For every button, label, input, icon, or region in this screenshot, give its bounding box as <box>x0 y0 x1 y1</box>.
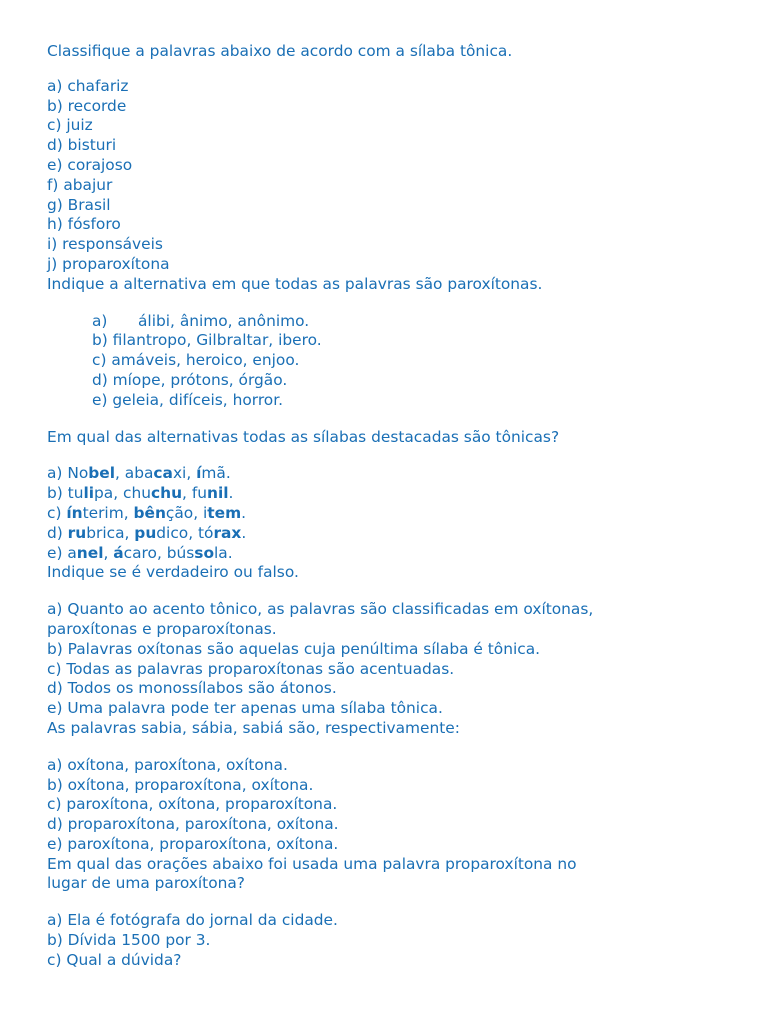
question-2 <box>47 275 728 411</box>
q2-option-label: a) <box>92 311 108 330</box>
highlighted-syllable: chu <box>151 484 183 503</box>
q4-option: e) Uma palavra pode ter apenas uma sílaba tônica. <box>47 699 443 718</box>
q5-option: a) oxítona, paroxítona, oxítona. <box>47 755 288 774</box>
option-text: , <box>103 543 114 562</box>
option-text: a) No <box>47 464 89 483</box>
q2-option: d) míope, prótons, órgão. <box>92 370 288 389</box>
q4-option: c) Todas as palavras proparoxítonas são acentuadas. <box>47 659 455 678</box>
highlighted-syllable: ru <box>67 523 87 542</box>
q1-item: d) bisturi <box>47 136 117 155</box>
q1-item: c) juiz <box>47 116 93 135</box>
question-6-title-continued: lugar de uma paroxítona? <box>47 874 245 893</box>
option-text: terim, <box>82 503 134 522</box>
option-text: la. <box>214 543 233 562</box>
option-text: xi, <box>172 464 197 483</box>
highlighted-syllable: í <box>196 464 202 483</box>
q5-option: e) paroxítona, proparoxítona, oxítona. <box>47 834 339 853</box>
highlighted-syllable: nil <box>207 484 229 503</box>
option-text: e) a <box>47 543 77 562</box>
q1-item: a) chafariz <box>47 76 129 95</box>
highlighted-syllable: li <box>83 484 95 503</box>
option-text: . <box>241 503 247 522</box>
question-1-title: Classifique a palavras abaixo de acordo com a sílaba tônica. <box>47 42 513 60</box>
highlighted-syllable: bên <box>133 503 166 522</box>
q1-item: e) corajoso <box>47 155 133 174</box>
option-text: . <box>241 523 247 542</box>
option-text: dico, tó <box>156 523 214 542</box>
option-text: pa, chu <box>94 484 151 503</box>
option-text: , aba <box>115 464 154 483</box>
question-5 <box>47 719 728 855</box>
q2-option: b) filantropo, Gilbraltar, ibero. <box>92 331 322 350</box>
highlighted-syllable: rax <box>213 523 242 542</box>
q6-option: a) Ela é fotógrafa do jornal da cidade. <box>47 911 338 930</box>
q1-item: b) recorde <box>47 96 127 115</box>
highlighted-syllable: ca <box>153 464 173 483</box>
option-text: . <box>228 484 234 503</box>
q3-option <box>47 504 728 524</box>
q6-option: b) Dívida 1500 por 3. <box>47 931 211 950</box>
q5-option: d) proparoxítona, paroxítona, oxítona. <box>47 815 339 834</box>
q5-option: b) oxítona, proparoxítona, oxítona. <box>47 775 314 794</box>
question-5-title: As palavras sabia, sábia, sabiá são, respectivamente: <box>47 718 460 737</box>
highlighted-syllable: tem <box>207 503 242 522</box>
question-6-title: Em qual das orações abaixo foi usada uma palavra proparoxítona no <box>47 854 577 873</box>
question-3-title: Em qual das alternativas todas as sílabas destacadas são tônicas? <box>47 427 560 446</box>
option-text: b) tu <box>47 484 84 503</box>
q4-option: d) Todos os monossílabos são átonos. <box>47 679 337 698</box>
q2-options <box>47 312 728 411</box>
question-4-title: Indique se é verdadeiro ou falso. <box>47 563 299 582</box>
q2-option: e) geleia, difíceis, horror. <box>92 390 284 409</box>
option-text: brica, <box>86 523 135 542</box>
q3-options <box>47 464 728 563</box>
question-6 <box>47 855 728 971</box>
q1-item: f) abajur <box>47 175 113 194</box>
option-text: caro, bús <box>123 543 195 562</box>
q6-option: c) Qual a dúvida? <box>47 950 182 969</box>
q4-option-continued: paroxítonas e proparoxítonas. <box>47 619 277 638</box>
q1-item: j) proparoxítona <box>47 254 170 273</box>
highlighted-syllable: bel <box>88 464 115 483</box>
option-text: d) <box>47 523 68 542</box>
q4-option: a) Quanto ao acento tônico, as palavras são classificadas em oxítonas, <box>47 600 594 619</box>
highlighted-syllable: á <box>113 543 124 562</box>
option-text: ção, i <box>165 503 208 522</box>
q2-option <box>92 312 728 332</box>
highlighted-syllable: nel <box>76 543 104 562</box>
q3-option <box>47 464 728 484</box>
highlighted-syllable: so <box>194 543 215 562</box>
q5-option: c) paroxítona, oxítona, proparoxítona. <box>47 795 338 814</box>
q4-option: b) Palavras oxítonas são aquelas cuja penúltima sílaba é tônica. <box>47 639 541 658</box>
option-text: c) <box>47 503 67 522</box>
question-3 <box>47 428 728 564</box>
question-2-title: Indique a alternativa em que todas as palavras são paroxítonas. <box>47 274 543 293</box>
q1-item: h) fósforo <box>47 215 121 234</box>
q3-option <box>47 544 728 564</box>
highlighted-syllable: ín <box>66 503 83 522</box>
option-text: mã. <box>201 464 231 483</box>
q1-item: g) Brasil <box>47 195 111 214</box>
q2-option: c) amáveis, heroico, enjoo. <box>92 351 300 370</box>
q3-option <box>47 484 728 504</box>
q1-item: i) responsáveis <box>47 235 163 254</box>
question-4 <box>47 563 728 719</box>
q3-option <box>47 524 728 544</box>
question-1 <box>47 42 728 275</box>
highlighted-syllable: pu <box>134 523 157 542</box>
option-text: , fu <box>182 484 208 503</box>
q2-option-text: álibi, ânimo, anônimo. <box>138 311 310 330</box>
